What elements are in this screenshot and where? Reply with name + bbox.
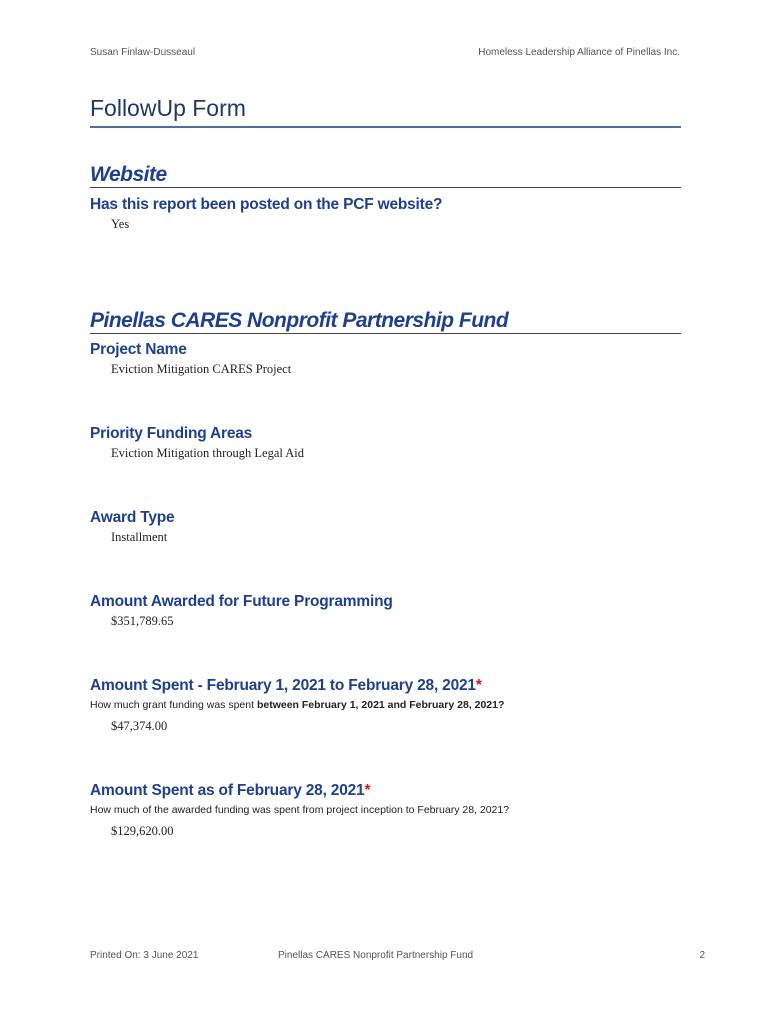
section-title-fund: Pinellas CARES Nonprofit Partnership Fund (90, 309, 681, 334)
answer-priority-areas: Eviction Mitigation through Legal Aid (111, 446, 305, 460)
header-organization: Homeless Leadership Alliance of Pinellas Inc. (478, 47, 680, 58)
required-asterisk: * (475, 677, 482, 694)
question-amount-feb-label: Amount Spent - February 1, 2021 to February 28, 2021 (90, 677, 476, 694)
question-priority-areas: Priority Funding Areas (90, 425, 253, 442)
answer-project-name: Eviction Mitigation CARES Project (111, 362, 292, 376)
question-project-name: Project Name (90, 341, 187, 358)
required-asterisk: * (364, 782, 371, 799)
question-amount-total (90, 782, 370, 800)
question-amount-future: Amount Awarded for Future Programming (90, 593, 393, 610)
answer-posted-website: Yes (111, 217, 130, 231)
section-title-website: Website (90, 163, 681, 188)
help-text-prefix: How much grant funding was spent (90, 699, 257, 711)
answer-amount-feb: $47,374.00 (111, 719, 168, 733)
footer-fund-name: Pinellas CARES Nonprofit Partnership Fund (278, 950, 474, 961)
question-amount-feb (90, 677, 482, 695)
question-posted-website: Has this report been posted on the PCF website? (90, 196, 443, 213)
form-title: FollowUp Form (90, 95, 681, 128)
help-text-amount-total: How much of the awarded funding was spent from project inception to February 28, 2021? (90, 804, 510, 816)
footer-page-number: 2 (699, 950, 705, 961)
footer-printed-date: Printed On: 3 June 2021 (90, 950, 199, 961)
answer-amount-future: $351,789.65 (111, 614, 174, 628)
answer-award-type: Installment (111, 530, 168, 544)
help-text-amount-feb (90, 699, 504, 711)
question-award-type: Award Type (90, 509, 175, 526)
answer-amount-total: $129,620.00 (111, 824, 174, 838)
help-text-bold: between February 1, 2021 and February 28, 2021? (256, 699, 505, 711)
header-author: Susan Finlaw-Dusseaul (90, 47, 196, 58)
question-amount-total-label: Amount Spent as of February 28, 2021 (90, 782, 365, 799)
